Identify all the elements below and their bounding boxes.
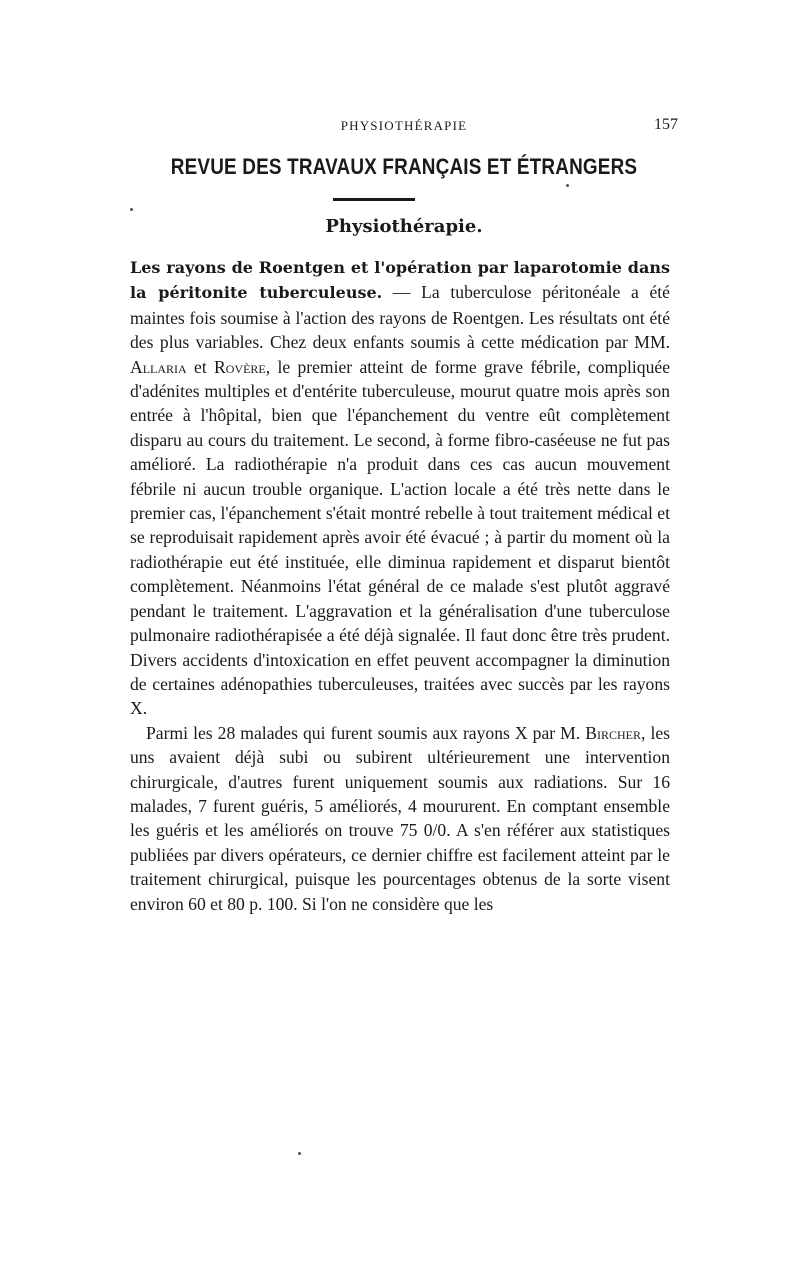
paragraph-1-text-c: , le premier atteint de forme grave fébrile, compliquée d'adénites multiples et d'entérite tuberculeuse, mourut quatre mois après son entrée à l'hôpital, bien que l'épanchement du ventre eût complètement disparu au cours du traitement. Le second, à forme fibro-caséeuse ne fut pas amélioré. La radiothérapie n'a produit dans ces cas aucun mouvement fébrile ni aucun trouble organique. L'action locale a été très nette dans le premier cas, l'épanchement s'était montré rebelle à tout traitement médical et se reproduisait rapidement après avoir été évacué ; à partir du moment où la radiothérapie eut été instituée, elle diminua rapidement et disparut bientôt complètement. Néanmoins l'état général de ce malade s'est plutôt aggravé pendant le traitement. L'aggravation et la généralisation d'une tuberculose pulmonaire radiothérapisée a été déjà signalée. Il faut donc être très prudent. Divers accidents d'intoxication en effet peuvent accompagner la diminution de certaines adénopathies tuberculeuses, traitées avec succès par les rayons X. [130, 356, 670, 719]
running-head [130, 118, 678, 138]
ink-speck [130, 208, 133, 211]
paragraph-2-text-b: , les uns avaient déjà subi ou subirent ultérieurement une intervention chirurgicale, d'autres furent uniquement soumis aux radiations. Sur 16 malades, 7 furent guéris, 5 améliorés, 4 moururent. En comptant ensemble les guéris et les améliorés on trouve 75 0/0. A s'en référer aux statistiques publiées par divers opérateurs, ce dernier chiffre est facilement atteint par le traitement chirurgical, puisque les pourcentages obtenus de la sorte visent environ 60 et 80 p. 100. Si l'on ne considère que les [130, 722, 670, 914]
paragraph-2 [130, 721, 670, 916]
section-title: REVUE DES TRAVAUX FRANÇAIS ET ÉTRANGERS [170, 154, 638, 179]
author-rovere: Rovère [214, 356, 266, 377]
paragraph-1 [130, 255, 670, 721]
article-body [130, 255, 670, 916]
article-title: Les rayons de Roentgen et l'opération par laparotomie dans la péritonite tuberculeuse. [130, 258, 670, 303]
title-rule [333, 198, 415, 201]
paragraph-2-text-a: Parmi les 28 malades qui furent soumis aux rayons X par M. [146, 722, 586, 743]
paragraph-1-text-a: — La tuberculose péritonéale a été maintes fois soumise à l'action des rayons de Roentgen. Les résultats ont été des plus variables. Chez deux enfants soumis à cette médication par MM. [130, 282, 670, 353]
ink-speck [298, 1152, 301, 1155]
subsection-title: Physiothérapie. [325, 216, 483, 237]
paragraph-1-text-b: et [186, 356, 215, 377]
ink-speck [566, 184, 569, 187]
page-number: 157 [654, 116, 678, 133]
author-bircher: Bircher [585, 722, 641, 743]
author-allaria: Allaria [130, 356, 187, 377]
running-head-title: PHYSIOTHÉRAPIE [340, 118, 468, 133]
